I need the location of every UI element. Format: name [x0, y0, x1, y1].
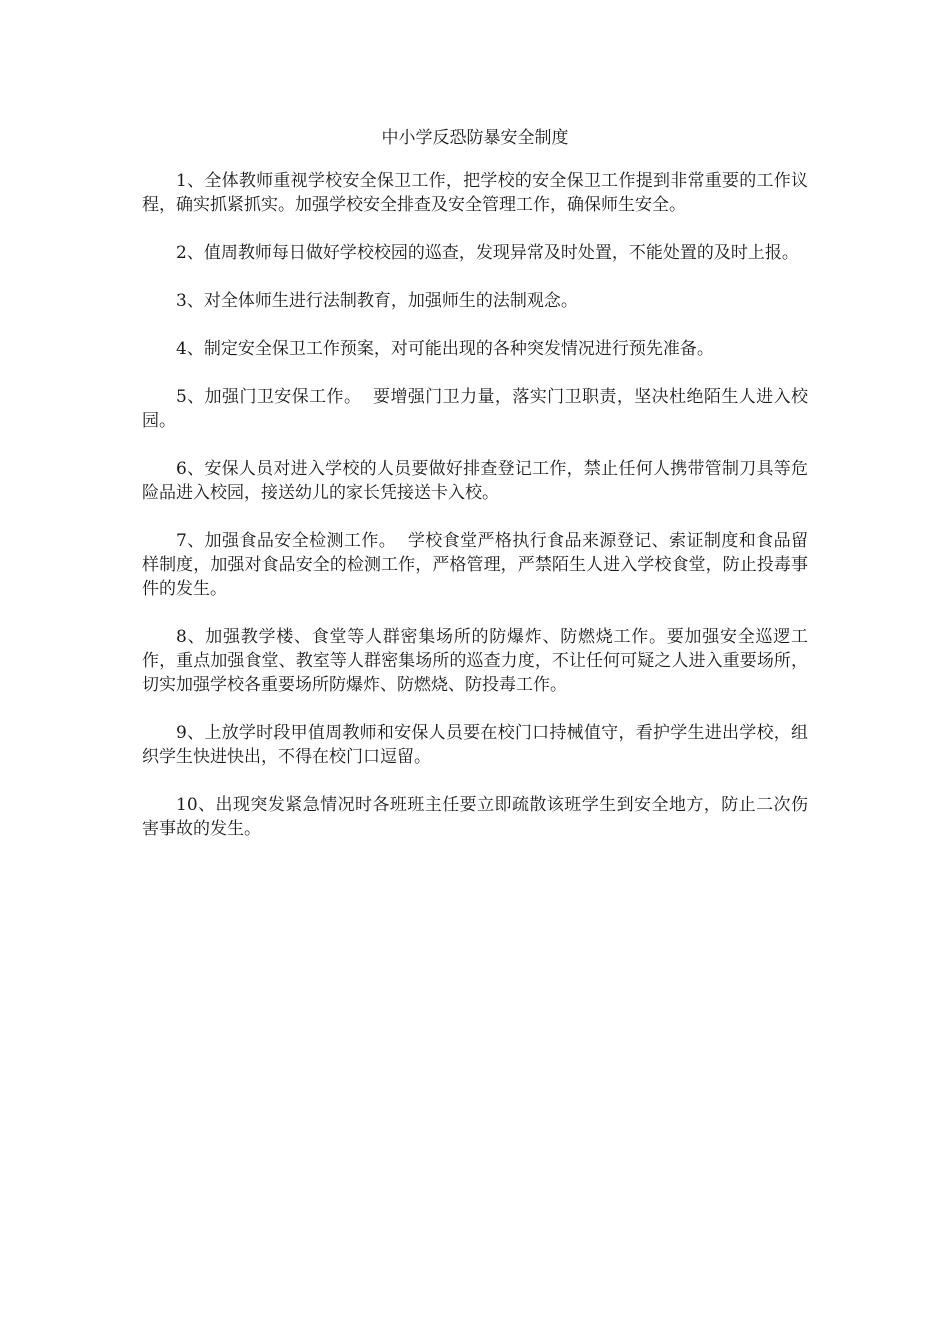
document-title: 中小学反恐防暴安全制度: [381, 128, 569, 148]
paragraph-2: 2、值周教师每日做好学校校园的巡查，发现异常及时处置，不能处置的及时上报。: [176, 243, 799, 263]
paragraph-1: 1、全体教师重视学校安全保卫工作，把学校的安全保卫工作提到非常重要的工作议程，确实抓紧抓实。加强学校安全排查及安全管理工作，确保师生安全。: [142, 171, 808, 215]
paragraph-4: 4、制定安全保卫工作预案，对可能出现的各种突发情况进行预先准备。: [176, 339, 714, 359]
paragraph-6: 6、安保人员对进入学校的人员要做好排查登记工作，禁止任何人携带管制刀具等危险品进入校园，接送幼儿的家长凭接送卡入校。: [142, 459, 808, 503]
paragraph-9: 9、上放学时段甲值周教师和安保人员要在校门口持械值守，看护学生进出学校，组织学生快进快出，不得在校门口逗留。: [142, 723, 808, 767]
paragraph-8: 8、加强教学楼、食堂等人群密集场所的防爆炸、防燃烧工作。要加强安全巡逻工作，重点加强食堂、教室等人群密集场所的巡查力度，不让任何可疑之人进入重要场所，切实加强学校各重要场所防爆炸、防燃烧、防投毒工作。: [142, 627, 808, 695]
paragraph-3: 3、对全体师生进行法制教育，加强师生的法制观念。: [176, 291, 578, 311]
paragraph-7: 7、加强食品安全检测工作。 学校食堂严格执行食品来源登记、索证制度和食品留样制度，加强对食品安全的检测工作，严格管理，严禁陌生人进入学校食堂，防止投毒事件的发生。: [142, 531, 808, 599]
paragraph-10: 10、出现突发紧急情况时各班班主任要立即疏散该班学生到安全地方，防止二次伤害事故的发生。: [142, 795, 808, 839]
document-body: [142, 126, 808, 865]
paragraph-5: 5、加强门卫安保工作。 要增强门卫力量，落实门卫职责，坚决杜绝陌生人进入校园。: [142, 387, 808, 431]
